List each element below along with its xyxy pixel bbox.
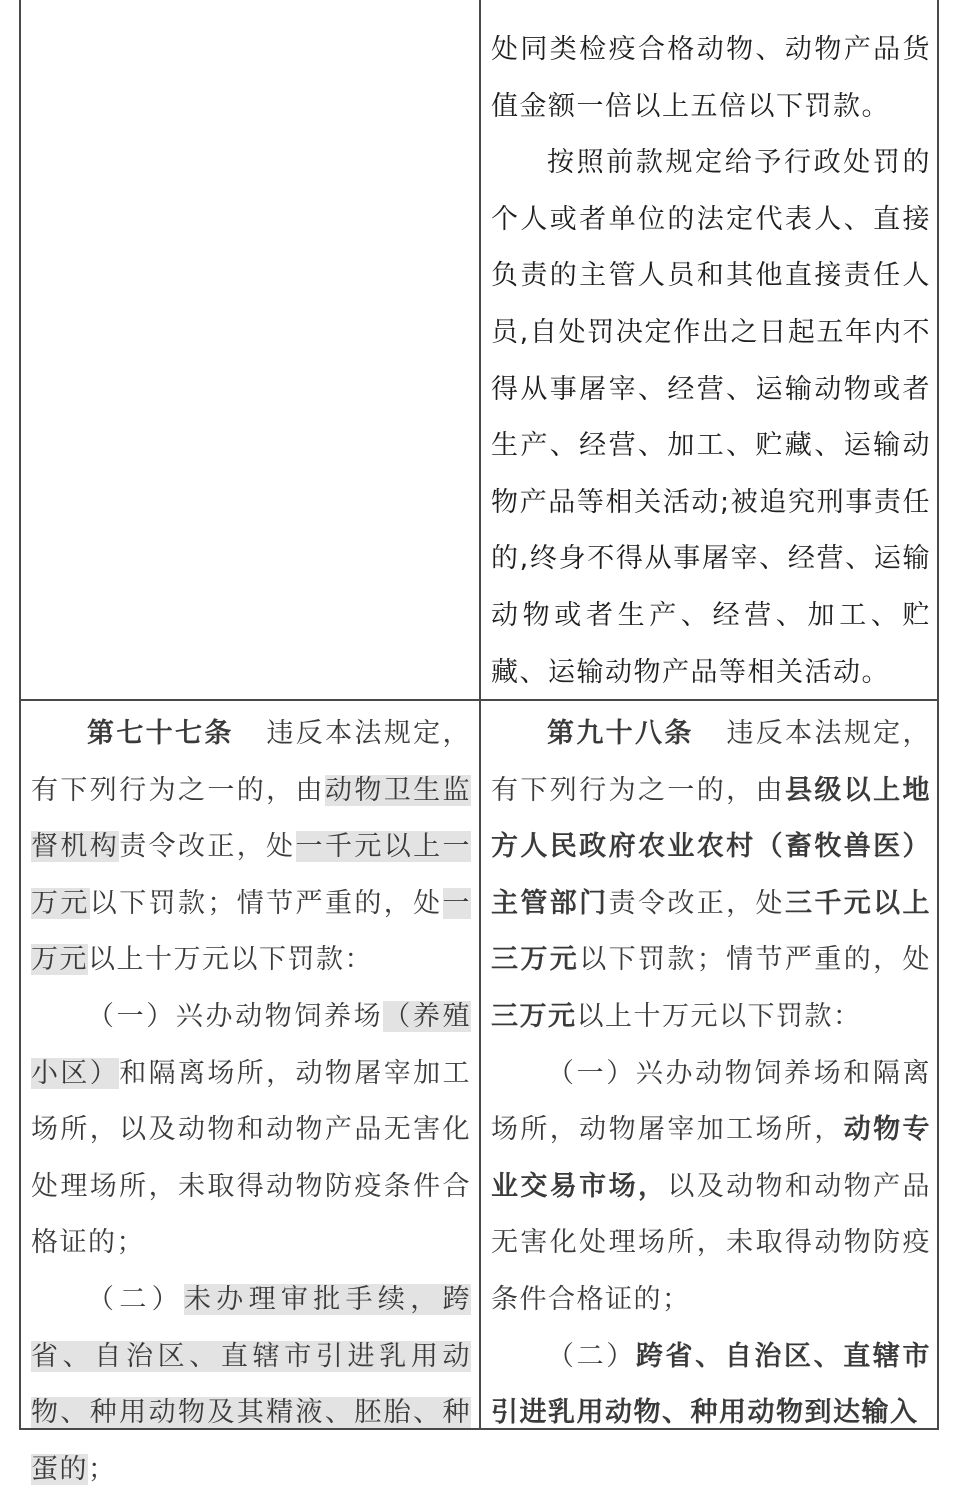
bold-authority: 县级以上地方人民政府农业农村（畜牧兽医）主管部门 <box>491 774 932 919</box>
old-item-2: （二）未办理审批手续，跨省、自治区、直辖市引进乳用动物、种用动物及其精液、胚胎、种蛋的； <box>31 1283 472 1485</box>
highlight-approval: 未办理审批手续，跨省、自治区、直辖市引进乳用动物、种用动物及其精液、胚胎、种蛋的 <box>31 1283 472 1485</box>
article-number-98: 第九十八条 <box>547 718 694 749</box>
old-article-intro: 第七十七条 违反本法规定，有下列行为之一的，由动物卫生监督机构责令改正，处一千元以上一万元以下罚款；情节严重的，处一万元以上十万元以下罚款： <box>31 718 472 976</box>
highlight-breeding-area: （养殖小区） <box>31 1000 471 1089</box>
highlight-fine-range: 一千元以上一万元 <box>31 831 472 919</box>
new-article-intro: 第九十八条 违反本法规定，有下列行为之一的，由县级以上地方人民政府农业农村（畜牧兽医）主管部门责令改正，处三千元以上三万元以下罚款；情节严重的，处三万元以上十万元以下罚款： <box>491 718 932 1032</box>
bold-market: 动物专业交易市场， <box>491 1114 932 1202</box>
bold-cross-province: 跨省、自治区、直辖市引进乳用动物、种用动物到达输入 <box>491 1340 931 1429</box>
new-item-1: （一）兴办动物饲养场和隔离场所，动物屠宰加工场所，动物专业交易市场，以及动物和动物产品无害化处理场所，未取得动物防疫条件合格证的； <box>491 1057 932 1315</box>
cell-new-article-98 <box>481 706 939 1442</box>
old-item-1: （一）兴办动物饲养场（养殖小区）和隔离场所，动物屠宰加工场所，以及动物和动物产品无害化处理场所，未取得动物防疫条件合格证的； <box>31 1000 472 1259</box>
highlight-authority: 动物卫生监督机构 <box>31 774 472 863</box>
article-number-77: 第七十七条 <box>87 718 234 749</box>
paragraph-penalty-tail: 处同类检疫合格动物、动物产品货值金额一倍以上五倍以下罚款。 <box>491 34 931 122</box>
bold-fine-range: 三千元以上三万元 <box>491 887 932 976</box>
paragraph-ban-provision: 按照前款规定给予行政处罚的个人或者单位的法定代表人、直接负责的主管人员和其他直接责任人员,自处罚决定作出之日起五年内不得从事屠宰、经营、运输动物或者生产、经营、加工、贮藏、运输动物产品等相关活动;被追究刑事责任的,终身不得从事屠宰、经营、运输动物或者生产、经营、加工、贮藏、运输动物产品等相关活动。 <box>491 147 931 688</box>
new-item-2: （二）跨省、自治区、直辖市引进乳用动物、种用动物到达输入 <box>491 1340 931 1429</box>
comparison-table <box>19 0 939 1485</box>
highlight-severe-fine: 一万元 <box>31 887 472 976</box>
bold-severe-fine: 三万元 <box>491 1000 577 1032</box>
cell-old-article-77 <box>21 706 479 1498</box>
cell-top-right <box>481 22 939 701</box>
